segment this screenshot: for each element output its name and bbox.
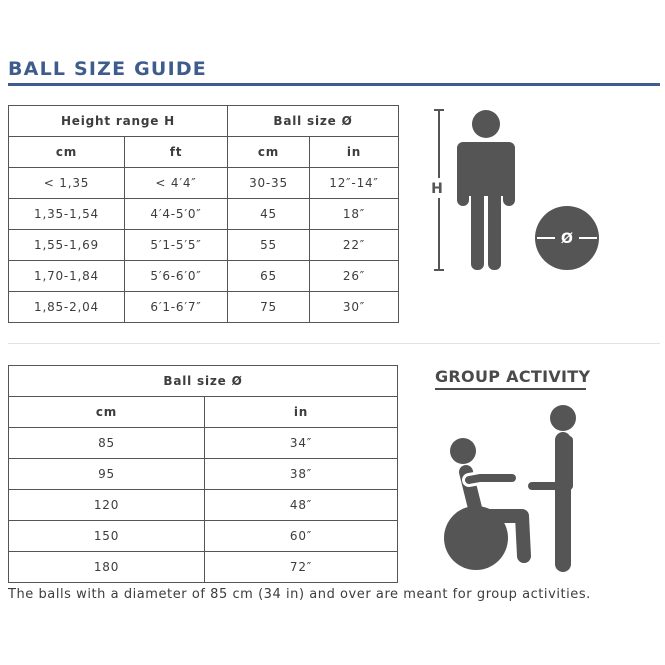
table-cell: 18″ bbox=[310, 199, 399, 230]
height-ball-diagram bbox=[425, 100, 615, 280]
table-row bbox=[9, 521, 398, 552]
unit-header-cm: cm bbox=[228, 137, 310, 168]
standing-instructor-icon bbox=[532, 405, 576, 564]
table-cell: 1,70-1,84 bbox=[9, 261, 125, 292]
table-cell: 1,85-2,04 bbox=[9, 292, 125, 323]
table-cell: 65 bbox=[228, 261, 310, 292]
table-cell: 5′1-5′5″ bbox=[125, 230, 228, 261]
table-cell: 1,35-1,54 bbox=[9, 199, 125, 230]
table-cell: 85 bbox=[9, 428, 205, 459]
table-cell: 38″ bbox=[205, 459, 398, 490]
group-activity-illustration bbox=[430, 398, 600, 573]
table-cell: 6′1-6′7″ bbox=[125, 292, 228, 323]
seated-person-on-ball-icon bbox=[444, 438, 524, 570]
table-row bbox=[9, 199, 399, 230]
table-row bbox=[9, 230, 399, 261]
table-cell: 12″-14″ bbox=[310, 168, 399, 199]
table-row bbox=[9, 292, 399, 323]
table-cell: 30″ bbox=[310, 292, 399, 323]
unit-header-in: in bbox=[205, 397, 398, 428]
table-cell: 45 bbox=[228, 199, 310, 230]
group-activity-title: GROUP ACTIVITY bbox=[435, 367, 591, 386]
table-cell: 26″ bbox=[310, 261, 399, 292]
table-unit-row bbox=[9, 397, 398, 428]
table-cell: 150 bbox=[9, 521, 205, 552]
table-cell: 4′4-5′0″ bbox=[125, 199, 228, 230]
table-header-row bbox=[9, 366, 398, 397]
table-cell: < 1,35 bbox=[9, 168, 125, 199]
table-cell: 95 bbox=[9, 459, 205, 490]
table-row bbox=[9, 490, 398, 521]
table-cell: 60″ bbox=[205, 521, 398, 552]
table-row bbox=[9, 552, 398, 583]
unit-header-cm: cm bbox=[9, 397, 205, 428]
table-cell: 1,55-1,69 bbox=[9, 230, 125, 261]
height-label: H bbox=[431, 181, 443, 197]
table-cell: 180 bbox=[9, 552, 205, 583]
footnote: The balls with a diameter of 85 cm (34 in) and over are meant for group activities. bbox=[8, 587, 591, 602]
table-cell: 22″ bbox=[310, 230, 399, 261]
height-range-header: Height range H bbox=[9, 106, 228, 137]
group-activity-underline bbox=[435, 388, 586, 390]
table-row bbox=[9, 168, 399, 199]
table-row bbox=[9, 261, 399, 292]
unit-header-ft: ft bbox=[125, 137, 228, 168]
table-cell: 72″ bbox=[205, 552, 398, 583]
ball-size-header: Ball size Ø bbox=[9, 366, 398, 397]
table-cell: 34″ bbox=[205, 428, 398, 459]
table-cell: 48″ bbox=[205, 490, 398, 521]
unit-header-cm: cm bbox=[9, 137, 125, 168]
table-row bbox=[9, 459, 398, 490]
section-divider bbox=[8, 343, 660, 344]
title-underline bbox=[8, 83, 660, 86]
table-cell: 120 bbox=[9, 490, 205, 521]
table-row bbox=[9, 428, 398, 459]
ball-size-header: Ball size Ø bbox=[228, 106, 399, 137]
table-cell: < 4′4″ bbox=[125, 168, 228, 199]
table-cell: 30-35 bbox=[228, 168, 310, 199]
table-header-row bbox=[9, 106, 399, 137]
table-cell: 55 bbox=[228, 230, 310, 261]
page-title: BALL SIZE GUIDE bbox=[8, 58, 207, 80]
table-cell: 5′6-6′0″ bbox=[125, 261, 228, 292]
standing-person-icon bbox=[457, 110, 515, 270]
height-ball-size-table bbox=[8, 105, 399, 323]
unit-header-in: in bbox=[310, 137, 399, 168]
ball-diameter-label: Ø bbox=[561, 231, 573, 247]
table-cell: 75 bbox=[228, 292, 310, 323]
table-unit-row bbox=[9, 137, 399, 168]
group-ball-size-table bbox=[8, 365, 398, 583]
